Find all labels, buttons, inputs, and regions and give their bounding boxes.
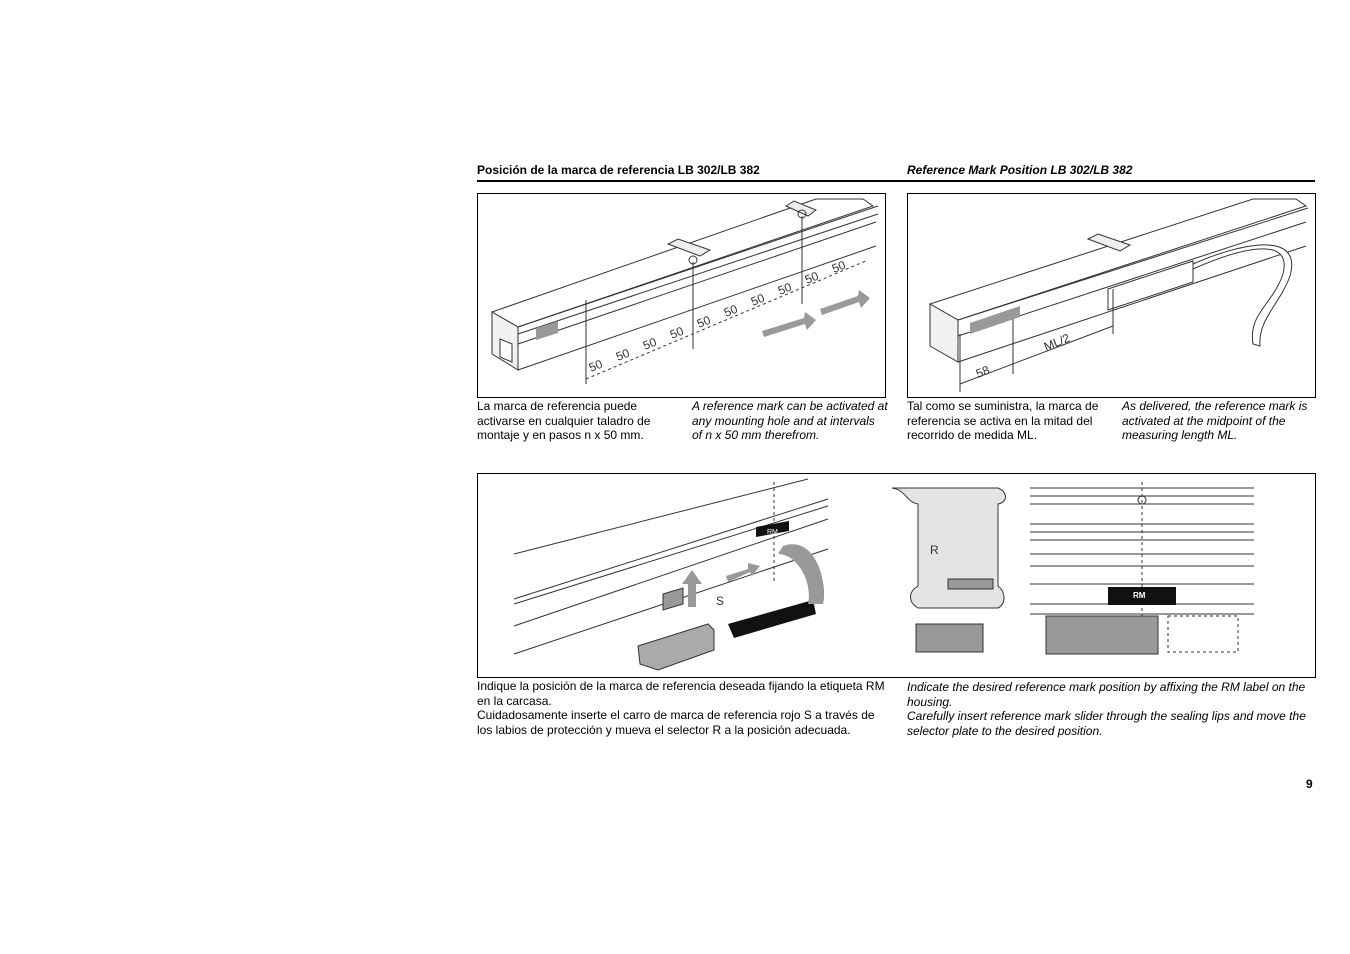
dim-label-50: 50	[775, 279, 794, 298]
dim-label-50: 50	[721, 301, 740, 320]
label-s: S	[716, 594, 725, 608]
rm-label-large: RM	[1133, 591, 1146, 600]
dim-label-50: 50	[667, 323, 686, 342]
figure-rm-label	[477, 473, 1316, 678]
dim-label-50: 50	[748, 290, 767, 309]
rm-label-small: RM	[767, 529, 778, 536]
caption-fig1-en: A reference mark can be activated at any mounting hole and at intervals of n x 50 mm therefrom.	[692, 399, 888, 442]
scale-illustration-2	[908, 194, 1315, 397]
caption-fig2-en: As delivered, the reference mark is activated at the midpoint of the measuring length ML.	[1122, 399, 1308, 442]
dim-label-58: 58	[973, 362, 992, 381]
figure-midpoint	[907, 193, 1316, 398]
dim-label-50: 50	[694, 312, 713, 331]
dim-label-50: 50	[613, 345, 632, 364]
caption-fig1-es: La marca de referencia puede activarse en cualquier taladro de montaje y en pasos n x 50 mm.	[477, 399, 651, 442]
dim-label-50: 50	[829, 257, 848, 276]
caption-fig3-en-line2: Carefully insert reference mark slider through the sealing lips and move the selector plate to the desired position.	[907, 709, 1306, 738]
dim-label-ml-half: ML/2	[1041, 330, 1072, 354]
header-rule	[477, 180, 1315, 182]
label-r: R	[930, 543, 939, 557]
figure-mounting-holes	[477, 193, 886, 398]
caption-fig3-en	[907, 680, 1317, 738]
section-title-en: Reference Mark Position LB 302/LB 382	[907, 163, 1133, 177]
dim-label-50: 50	[802, 268, 821, 287]
caption-fig3-es-line2: Cuidadosamente inserte el carro de marca de referencia rojo S a través de los labios de protección y mueva el selector R a la posición adecuada.	[477, 708, 875, 737]
caption-fig3-en-line1: Indicate the desired reference mark position by affixing the RM label on the housing.	[907, 680, 1306, 709]
caption-fig2-es: Tal como se suministra, la marca de referencia se activa en la mitad del recorrido de medida ML.	[907, 399, 1099, 442]
section-title-es: Posición de la marca de referencia LB 302/LB 382	[477, 163, 760, 177]
rm-label-illustration	[478, 474, 1315, 677]
caption-fig3-es	[477, 679, 887, 737]
caption-fig3-es-line1: Indique la posición de la marca de referencia deseada fijando la etiqueta RM en la carcasa.	[477, 679, 885, 708]
dim-label-50: 50	[586, 356, 605, 375]
page-number: 9	[1306, 777, 1313, 791]
scale-illustration-1	[478, 194, 885, 397]
dim-label-50: 50	[640, 334, 659, 353]
